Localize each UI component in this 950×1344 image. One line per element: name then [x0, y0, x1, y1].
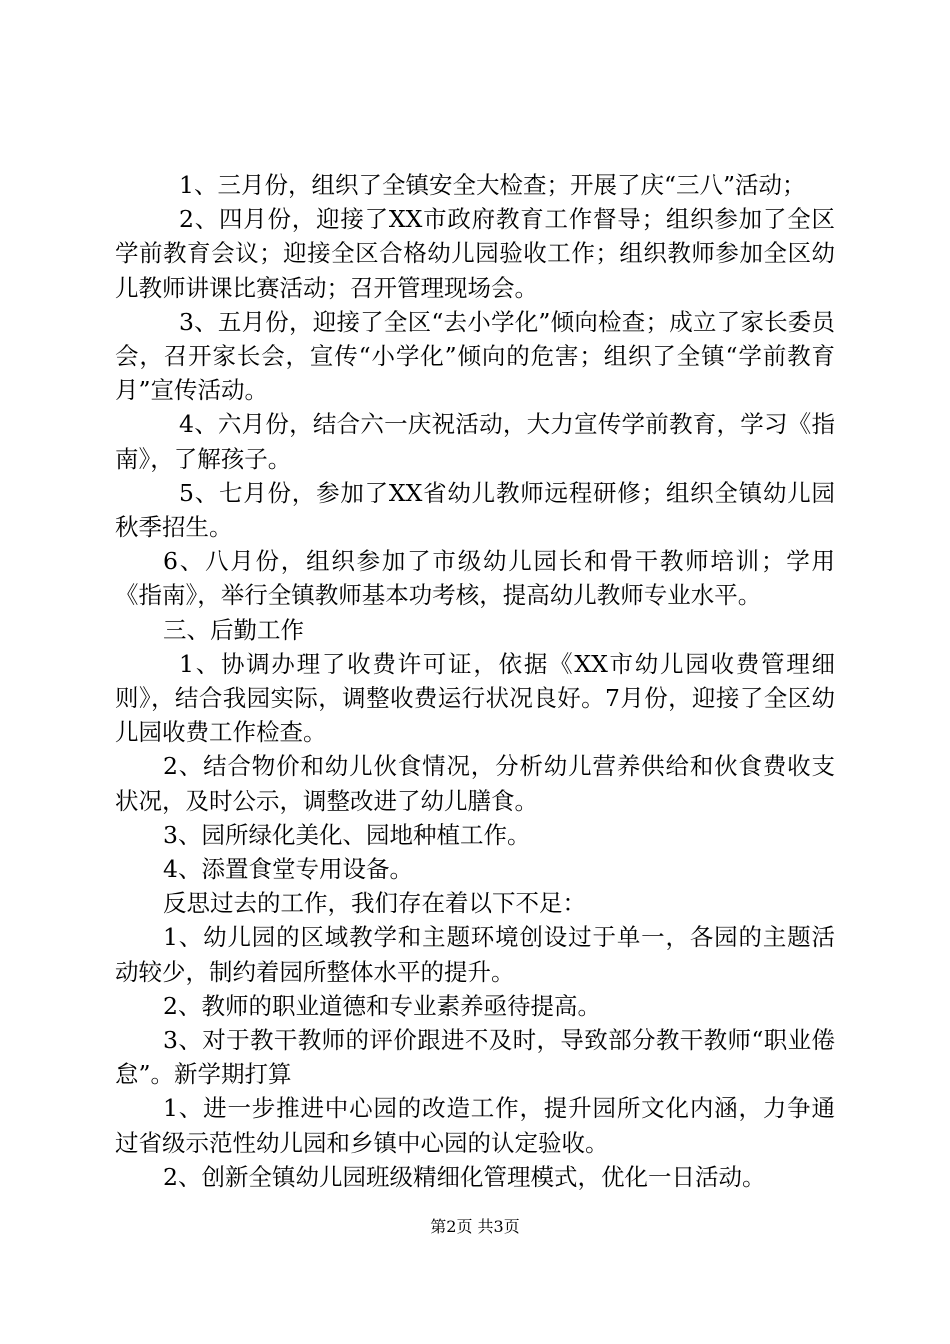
paragraph-plan-2: 2、创新全镇幼儿园班级精细化管理模式，优化一日活动。	[163, 1162, 766, 1191]
paragraph-july: 5、七月份，参加了XX省幼儿教师远程研修；组织全镇幼儿园秋季招生。	[115, 478, 835, 542]
paragraph-shortcoming-1: 1、幼儿园的区域教学和主题环境创设过于单一，各园的主题活动较少，制约着园所整体水平的提升。	[115, 923, 835, 986]
section-heading-logistics: 三、后勤工作	[163, 615, 304, 644]
page-footer	[0, 1215, 950, 1239]
paragraph-plan-1: 1、进一步推进中心园的改造工作，提升园所文化内涵，力争通过省级示范性幼儿园和乡镇中心园的认定验收。	[115, 1094, 835, 1157]
page-number-label: 第2页 共3页	[430, 1217, 520, 1236]
paragraph-logistics-greening: 3、园所绿化美化、园地种植工作。	[163, 820, 531, 849]
paragraph-august: 6、八月份，组织参加了市级幼儿园长和骨干教师培训；学用《指南》，举行全镇教师基本功考核，提高幼儿教师专业水平。	[115, 547, 835, 610]
paragraph-logistics-meals: 2、结合物价和幼儿伙食情况，分析幼儿营养供给和伙食费收支状况，及时公示，调整改进了幼儿膳食。	[115, 752, 835, 815]
paragraph-march: 1、三月份，组织了全镇安全大检查；开展了庆“三八”活动；	[179, 171, 806, 199]
paragraph-logistics-fees: 1、协调办理了收费许可证，依据《XX市幼儿园收费管理细则》，结合我园实际，调整收费运行状况良好。7月份，迎接了全区幼儿园收费工作检查。	[115, 649, 835, 747]
paragraph-june: 4、六月份，结合六一庆祝活动，大力宣传学前教育，学习《指南》，了解孩子。	[115, 410, 835, 473]
paragraph-shortcoming-2: 2、教师的职业道德和专业素养亟待提高。	[163, 991, 601, 1020]
paragraph-logistics-equipment: 4、添置食堂专用设备。	[163, 855, 413, 884]
paragraph-reflection-intro: 反思过去的工作，我们存在着以下不足：	[163, 889, 586, 918]
document-body	[115, 168, 835, 1194]
paragraph-shortcoming-3: 3、对于教干教师的评价跟进不及时，导致部分教干教师“职业倦怠”。新学期打算	[115, 1026, 835, 1089]
paragraph-april: 2、四月份，迎接了XX市政府教育工作督导；组织参加了全区学前教育会议；迎接全区合格幼儿园验收工作；组织教师参加全区幼儿教师讲课比赛活动；召开管理现场会。	[115, 205, 835, 302]
paragraph-may: 3、五月份，迎接了全区“去小学化”倾向检查；成立了家长委员会，召开家长会，宣传“小学化”倾向的危害；组织了全镇“学前教育月”宣传活动。	[115, 307, 835, 405]
